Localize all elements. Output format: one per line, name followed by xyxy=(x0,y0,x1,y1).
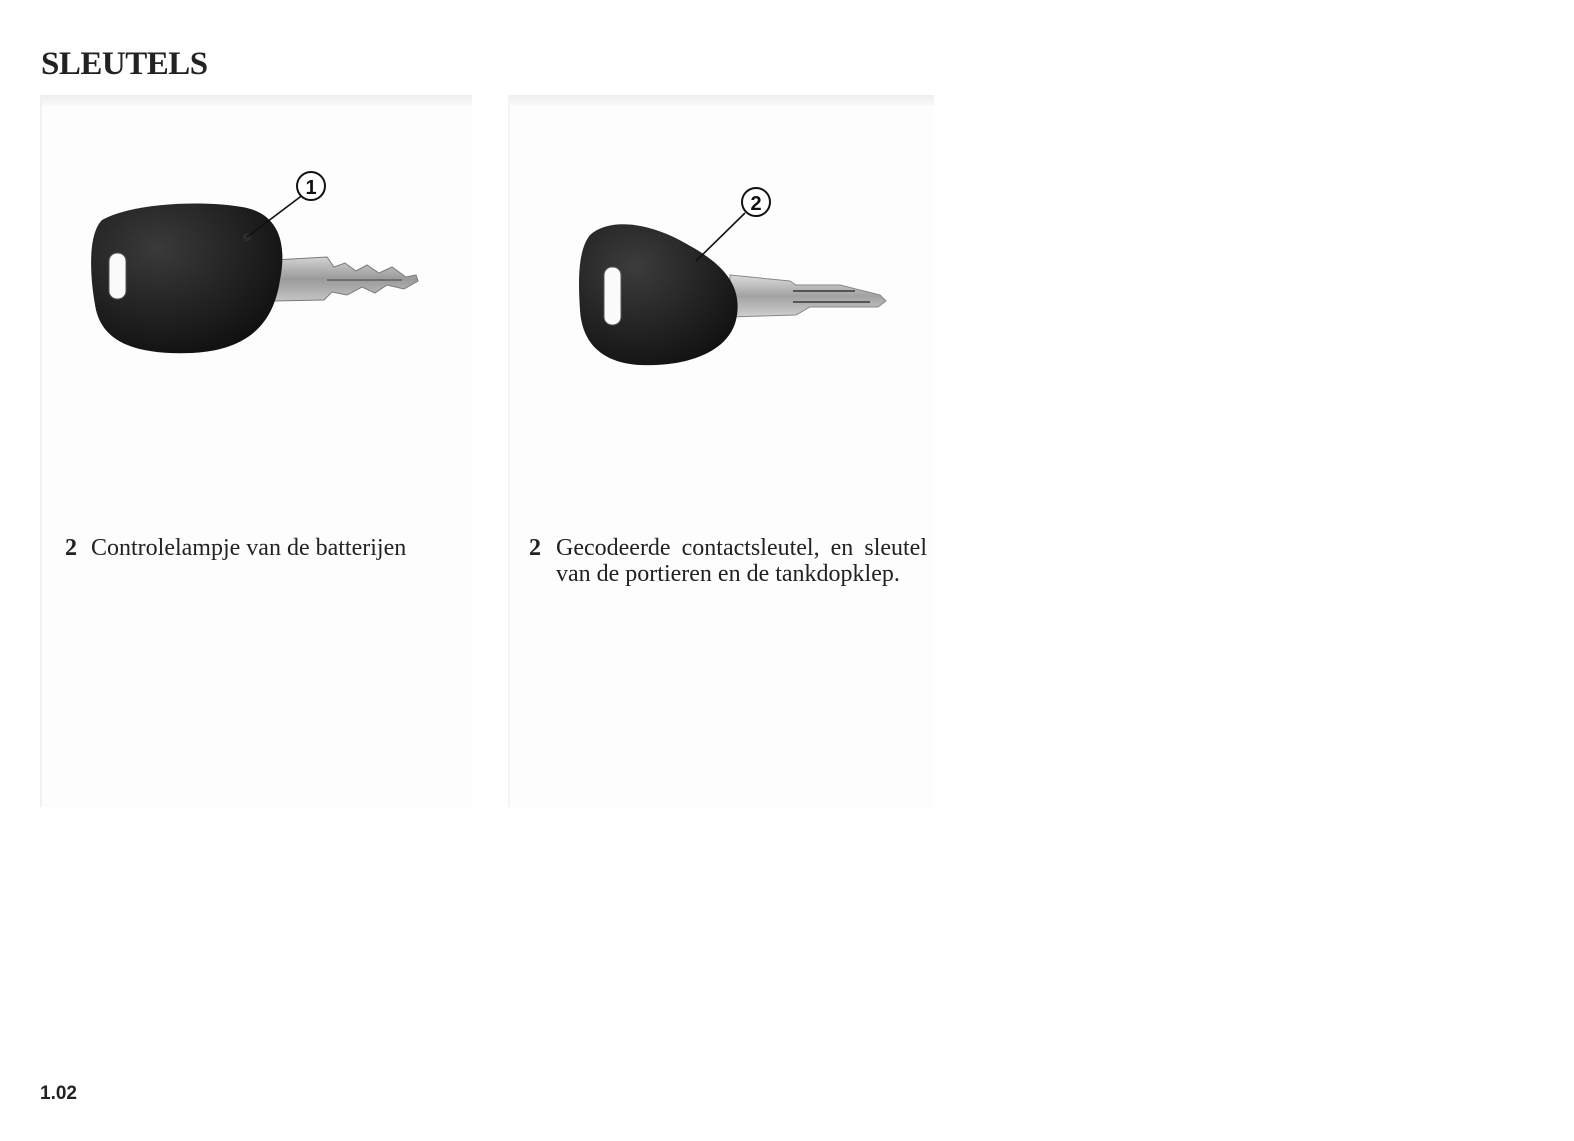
page-title: SLEUTELS xyxy=(41,46,208,82)
figure-caption-2 xyxy=(529,535,929,625)
caption-number: 2 xyxy=(529,535,541,561)
key-ring-hole xyxy=(604,267,621,325)
key-head xyxy=(579,224,738,365)
callout-leader xyxy=(696,213,745,261)
caption-text: Gecodeerde contactsleutel, en sleutel van de portieren en de tankdopklep. xyxy=(556,535,927,587)
key-blade xyxy=(730,275,886,317)
page-number: 1.02 xyxy=(40,1083,77,1104)
key-figure-2 xyxy=(508,95,934,807)
key-ring-hole xyxy=(109,253,126,299)
key-figure-1 xyxy=(40,95,472,807)
caption-text: Controlelampje van de batterijen xyxy=(91,535,407,561)
key-illustration-2 xyxy=(510,95,934,807)
key-illustration-1 xyxy=(42,95,472,807)
figure-caption-1 xyxy=(65,535,475,565)
callout-number: 2 xyxy=(750,193,762,215)
caption-number: 2 xyxy=(65,535,77,561)
callout-number: 1 xyxy=(305,177,317,199)
